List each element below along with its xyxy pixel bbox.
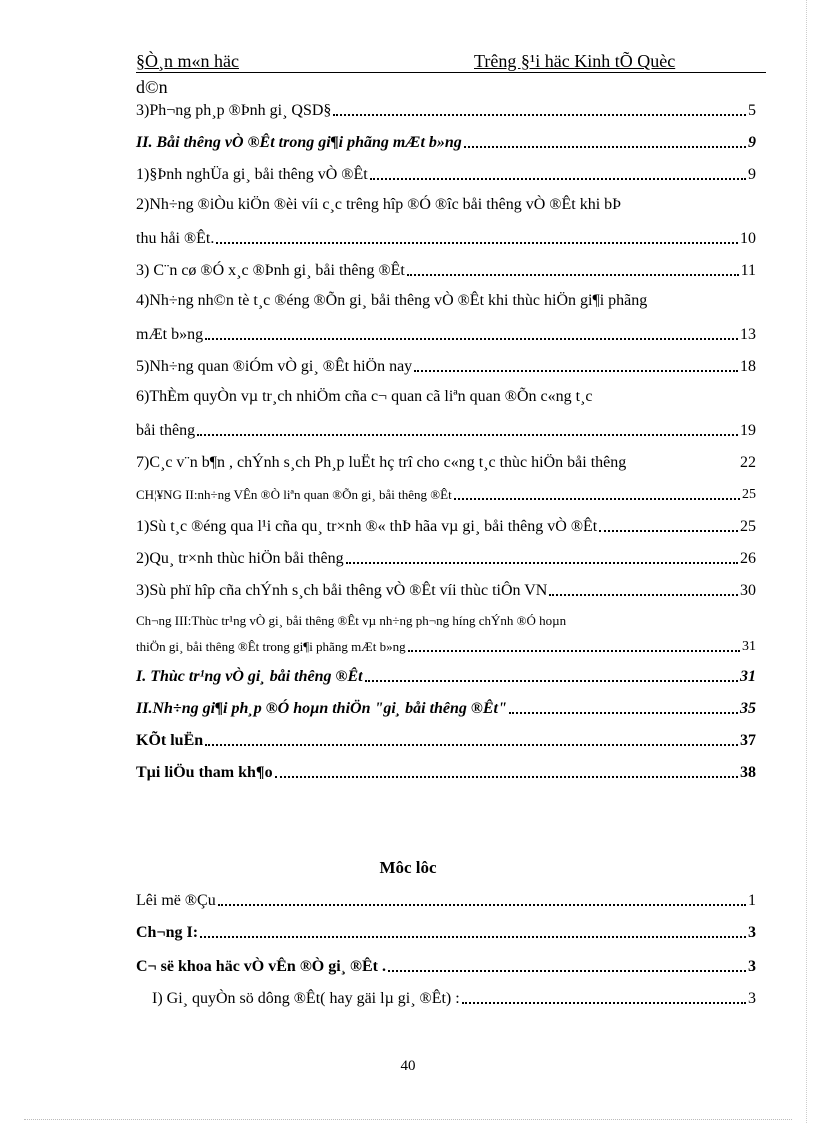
toc-entry: [136, 418, 756, 442]
toc-entry: [136, 450, 756, 474]
toc-entry: [136, 98, 756, 122]
toc-entry-text: 3) C¨n cø ®Ó x¸c ®Þnh gi¸ båi thêng ®Êt: [136, 262, 405, 279]
toc-entry-page: 30: [740, 582, 756, 599]
dot-leader: [454, 498, 740, 500]
toc-entry-text: thu håi ®Êt.: [136, 230, 215, 247]
dot-leader: [197, 434, 738, 436]
toc-entry-line: 4)Nh÷ng nh©n tè t¸c ®éng ®Õn gi¸ båi thêng vÒ ®Êt khi thùc hiÖn gi¶i phãng: [136, 292, 648, 309]
toc-entry: [136, 888, 756, 912]
toc-entry-text: 2)Qu¸ tr×nh thùc hiÖn båi thêng: [136, 550, 344, 567]
toc-entry-page: 31: [740, 668, 756, 685]
toc-entry: [136, 354, 756, 378]
toc-entry-page: 38: [740, 764, 756, 781]
toc-entry-page: 25: [742, 487, 756, 502]
toc-section-heading: [136, 696, 756, 720]
dot-leader: [218, 904, 746, 906]
toc-section-heading: [136, 130, 756, 154]
toc-entry-text: 1)Sù t¸c ®éng qua l¹i cña qu¸ tr×nh ®« thÞ hãa vµ gi¸ båi thêng vÒ ®Êt: [136, 518, 598, 535]
dot-leader: [407, 274, 739, 276]
toc-entry: [152, 986, 756, 1010]
toc-entry-text: 1)§Þnh nghÜa gi¸ båi thêng vÒ ®Êt: [136, 166, 368, 183]
toc-entry-text: thiÖn gi¸ båi thêng ®Êt trong gi¶i phãng mÆt b»ng: [136, 639, 406, 654]
dot-leader: [509, 712, 738, 714]
header-continuation: d©n: [136, 77, 168, 97]
toc-entry-text: II.Nh÷ng gi¶i ph¸p ®Ó hoµn thiÖn "gi¸ båi thêng ®Êt": [136, 700, 507, 717]
dot-leader: [408, 650, 740, 652]
toc-entry-page: 22: [740, 454, 756, 471]
toc-entry-text: 3)Ph¬ng ph¸p ®Þnh gi¸ QSD§: [136, 102, 332, 119]
toc-entry-page: 11: [740, 262, 756, 279]
toc-section-heading: [136, 664, 756, 688]
page-bottom-divider: [24, 1119, 792, 1120]
toc-entry-page: 31: [742, 639, 756, 654]
toc-entry: [136, 258, 756, 282]
dot-leader: [216, 242, 738, 244]
toc-section-heading: [136, 954, 756, 978]
toc-entry-text: båi thêng: [136, 422, 196, 439]
toc-entry-text: C¬ së khoa häc vÒ vÊn ®Ò gi¸ ®Êt .: [136, 958, 386, 975]
dot-leader: [346, 562, 738, 564]
dot-leader: [388, 970, 746, 972]
toc-entry-page: 3: [748, 958, 756, 975]
toc-entry-page: 26: [740, 550, 756, 567]
toc-entry-text: Tµi liÖu tham kh¶o: [136, 764, 273, 781]
toc-entry: [136, 322, 756, 346]
toc-entry-text: I) Gi¸ quyÒn sö dông ®Êt( hay gäi lµ gi¸ ®Êt) :: [152, 990, 460, 1007]
toc-entry-text: Ch¬ng I:: [136, 924, 199, 941]
dot-leader: [333, 114, 746, 116]
toc-entry-text: II. Båi thêng vÒ ®Êt trong gi¶i phãng mÆt b»ng: [136, 134, 462, 151]
dot-leader: [205, 338, 738, 340]
toc-section-heading: [136, 920, 756, 944]
header-course-label: §Ò¸n m«n häc: [136, 51, 239, 71]
toc-entry-text: KÕt luËn: [136, 732, 204, 749]
dot-leader: [205, 744, 738, 746]
toc-entry-page: 3: [748, 924, 756, 941]
toc-chapter-line: Ch¬ng III:Thùc tr¹ng vÒ gi¸ båi thêng ®Êt vµ nh÷ng ph¬ng híng chÝnh ®Ó hoµn: [136, 613, 567, 628]
toc-entry-page: 3: [748, 990, 756, 1007]
dot-leader: [464, 146, 746, 148]
dot-leader: [275, 776, 738, 778]
toc-entry-line: 6)ThÈm quyÒn vµ tr¸ch nhiÖm cña c¬ quan cã liªn quan ®Õn c«ng t¸c: [136, 388, 593, 405]
toc-chapter-heading: [136, 634, 756, 658]
dot-leader: [370, 178, 746, 180]
toc-entry-page: 13: [740, 326, 756, 343]
dot-leader: [599, 530, 738, 532]
dot-leader: [462, 1002, 746, 1004]
dot-leader: [414, 370, 738, 372]
toc-section-heading: [136, 760, 756, 784]
toc-entry: [136, 226, 756, 250]
header-university-label: Trêng §¹i häc Kinh tÕ Quèc: [474, 51, 676, 71]
toc-entry-page: 25: [740, 518, 756, 535]
toc-entry-text: mÆt b»ng: [136, 326, 204, 343]
toc-entry-text: I. Thùc tr¹ng vÒ gi¸ båi thêng ®Êt: [136, 668, 363, 685]
toc-entry: [136, 546, 756, 570]
toc-entry-page: 9: [748, 134, 756, 151]
page-right-divider: [806, 0, 807, 1123]
toc-entry-page: 19: [740, 422, 756, 439]
toc-entry-page: 1: [748, 892, 756, 909]
toc-chapter-heading: [136, 482, 756, 506]
page-header: [136, 50, 766, 73]
dot-leader: [549, 594, 738, 596]
dot-leader: [365, 680, 738, 682]
toc-entry: [136, 514, 756, 538]
toc-entry: [136, 578, 756, 602]
toc-section-heading: [136, 728, 756, 752]
toc-entry-page: 9: [748, 166, 756, 183]
toc-entry-text: 7)C¸c v¨n b¶n , chÝnh s¸ch Ph¸p luËt hç trî cho c«ng t¸c thùc hiÖn båi thêng: [136, 454, 627, 471]
toc-entry-page: 35: [740, 700, 756, 717]
dot-leader: [200, 936, 746, 938]
toc-entry-page: 37: [740, 732, 756, 749]
toc-entry-page: 5: [748, 102, 756, 119]
spacer: [628, 466, 738, 468]
muc-luc-title: Môc lôc: [379, 858, 437, 877]
toc-entry-text: 3)Sù phï hîp cña chÝnh s¸ch båi thêng vÒ ®Êt víi thùc tiÔn VN: [136, 582, 548, 599]
page-number: 40: [400, 1058, 416, 1074]
toc-entry-page: 10: [740, 230, 756, 247]
toc-entry-text: CH¦¥NG II:nh÷ng VÊn ®Ò liªn quan ®Õn gi¸ båi thêng ®Êt: [136, 487, 452, 502]
toc-entry: [136, 162, 756, 186]
toc-entry-page: 18: [740, 358, 756, 375]
toc-entry-text: 5)Nh÷ng quan ®iÓm vÒ gi¸ ®Êt hiÖn nay: [136, 358, 413, 375]
toc-entry-text: Lêi më ®Çu: [136, 892, 216, 909]
toc-entry-line: 2)Nh÷ng ®iÒu kiÖn ®èi víi c¸c trêng hîp ®Ó ®îc båi thêng vÒ ®Êt khi bÞ: [136, 196, 622, 213]
